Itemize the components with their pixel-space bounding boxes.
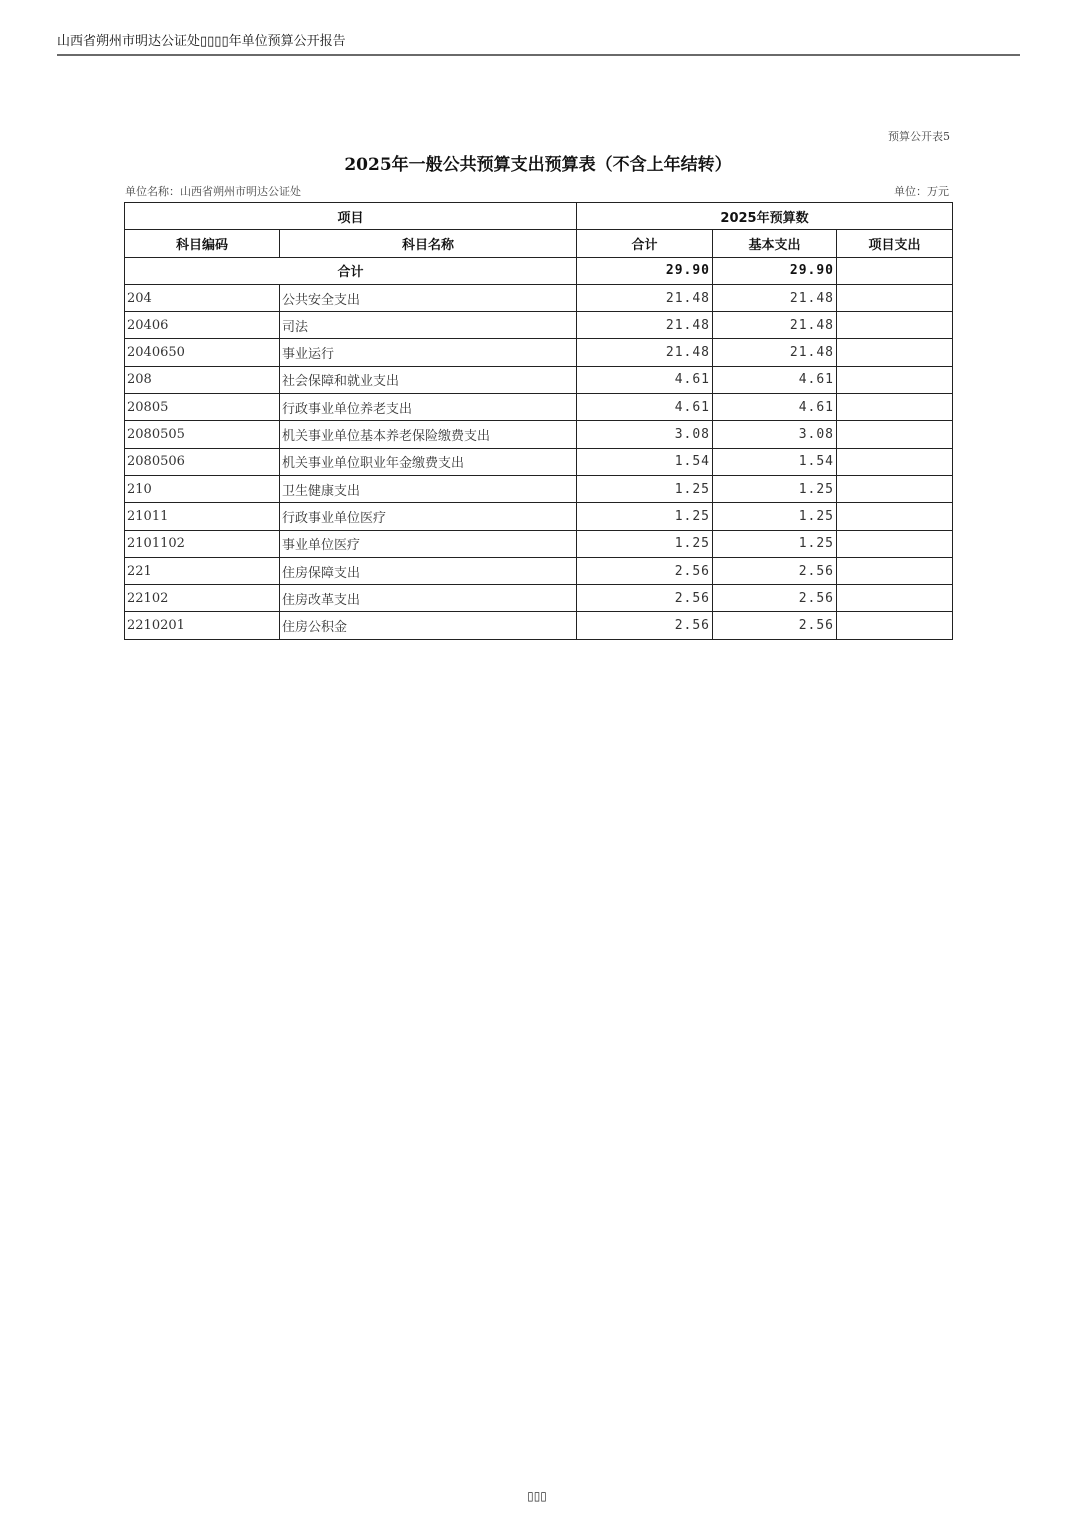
row-project: [837, 475, 953, 502]
header-row-1: [125, 203, 953, 230]
row-code: 208: [125, 366, 280, 393]
table-tag: 预算公开表5: [888, 130, 950, 143]
table-row: [125, 475, 953, 502]
row-name: 住房公积金: [280, 612, 577, 639]
table-row: [125, 394, 953, 421]
row-basic: 2.56: [713, 585, 837, 612]
total-row: [125, 257, 953, 284]
header-row-2: [125, 230, 953, 257]
row-basic: 1.25: [713, 475, 837, 502]
row-total: 4.61: [577, 394, 713, 421]
running-header: [57, 30, 1020, 56]
row-code: 2040650: [125, 339, 280, 366]
row-basic: 4.61: [713, 366, 837, 393]
row-project: [837, 503, 953, 530]
table-row: [125, 448, 953, 475]
row-project: [837, 366, 953, 393]
total-sum: 29.90: [577, 257, 713, 284]
col-project: 项目支出: [837, 230, 953, 257]
table-row: [125, 284, 953, 311]
col-total: 合计: [577, 230, 713, 257]
table-title: 2025年一般公共预算支出预算表（不含上年结转）: [344, 155, 732, 175]
row-basic: 4.61: [713, 394, 837, 421]
row-basic: 3.08: [713, 421, 837, 448]
row-project: [837, 312, 953, 339]
row-project: [837, 557, 953, 584]
col-code: 科目编码: [125, 230, 280, 257]
row-total: 21.48: [577, 284, 713, 311]
row-name: 行政事业单位医疗: [280, 503, 577, 530]
row-total: 3.08: [577, 421, 713, 448]
row-name: 机关事业单位职业年金缴费支出: [280, 448, 577, 475]
row-code: 20406: [125, 312, 280, 339]
row-name: 事业单位医疗: [280, 530, 577, 557]
row-code: 2080505: [125, 421, 280, 448]
table-row: [125, 366, 953, 393]
row-total: 2.56: [577, 612, 713, 639]
unit-name: 单位名称：山西省朔州市明达公证处: [125, 185, 301, 198]
total-label: 合计: [125, 257, 577, 284]
row-code: 2080506: [125, 448, 280, 475]
row-name: 司法: [280, 312, 577, 339]
row-basic: 1.54: [713, 448, 837, 475]
row-basic: 21.48: [713, 284, 837, 311]
row-code: 204: [125, 284, 280, 311]
budget-table: [124, 202, 953, 640]
row-basic: 1.25: [713, 503, 837, 530]
row-project: [837, 284, 953, 311]
row-name: 事业运行: [280, 339, 577, 366]
row-name: 住房改革支出: [280, 585, 577, 612]
table-row: [125, 612, 953, 639]
row-total: 1.54: [577, 448, 713, 475]
row-name: 公共安全支出: [280, 284, 577, 311]
row-project: [837, 530, 953, 557]
row-total: 21.48: [577, 312, 713, 339]
table-row: [125, 530, 953, 557]
row-total: 4.61: [577, 366, 713, 393]
table-row: [125, 421, 953, 448]
page-number: ▯▯▯: [527, 1489, 547, 1503]
row-project: [837, 585, 953, 612]
row-total: 1.25: [577, 503, 713, 530]
row-total: 1.25: [577, 530, 713, 557]
row-code: 210: [125, 475, 280, 502]
row-basic: 2.56: [713, 557, 837, 584]
row-project: [837, 421, 953, 448]
row-name: 住房保障支出: [280, 557, 577, 584]
row-code: 221: [125, 557, 280, 584]
col-basic: 基本支出: [713, 230, 837, 257]
row-total: 21.48: [577, 339, 713, 366]
row-basic: 21.48: [713, 312, 837, 339]
row-total: 2.56: [577, 557, 713, 584]
row-code: 2210201: [125, 612, 280, 639]
col-group-budget: 2025年预算数: [577, 203, 953, 230]
table-row: [125, 557, 953, 584]
row-code: 21011: [125, 503, 280, 530]
report-title: 山西省朔州市明达公证处▯▯▯▯年单位预算公开报告: [57, 34, 346, 49]
unit-label: 单位：万元: [894, 185, 949, 198]
row-project: [837, 339, 953, 366]
row-total: 1.25: [577, 475, 713, 502]
row-project: [837, 394, 953, 421]
col-name: 科目名称: [280, 230, 577, 257]
row-project: [837, 448, 953, 475]
table-row: [125, 503, 953, 530]
row-project: [837, 612, 953, 639]
row-name: 机关事业单位基本养老保险缴费支出: [280, 421, 577, 448]
row-name: 社会保障和就业支出: [280, 366, 577, 393]
row-name: 卫生健康支出: [280, 475, 577, 502]
row-basic: 21.48: [713, 339, 837, 366]
row-basic: 2.56: [713, 612, 837, 639]
row-basic: 1.25: [713, 530, 837, 557]
total-project: [837, 257, 953, 284]
table-row: [125, 339, 953, 366]
row-code: 22102: [125, 585, 280, 612]
col-group-item: 项目: [125, 203, 577, 230]
row-total: 2.56: [577, 585, 713, 612]
row-code: 2101102: [125, 530, 280, 557]
row-code: 20805: [125, 394, 280, 421]
table-row: [125, 312, 953, 339]
total-basic: 29.90: [713, 257, 837, 284]
table-row: [125, 585, 953, 612]
row-name: 行政事业单位养老支出: [280, 394, 577, 421]
